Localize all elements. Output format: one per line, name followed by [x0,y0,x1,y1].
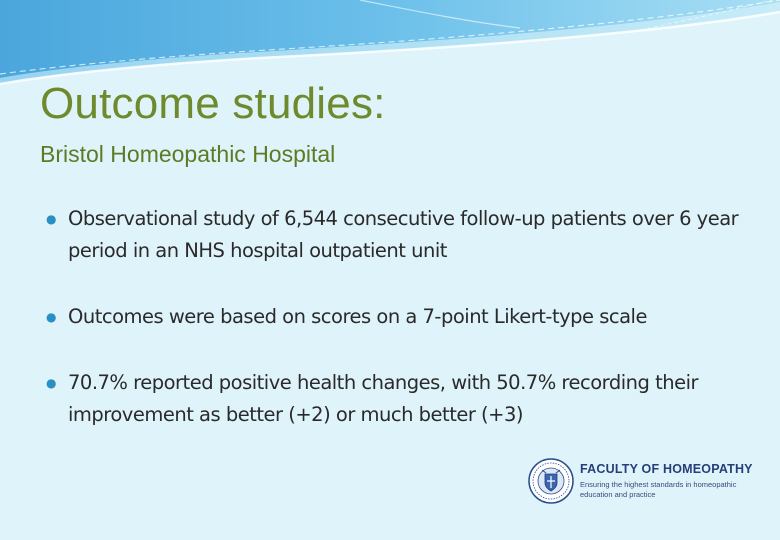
bullet-text: Observational study of 6,544 consecutive follow-up patients over 6 year period in an NHS hospital outpatient unit [68,207,739,262]
bullet-list [44,203,744,465]
bullet-text: Outcomes were based on scores on a 7-point Likert-type scale [68,305,647,328]
faculty-seal-icon [528,458,574,504]
bullet-dot-icon: ● [46,310,56,324]
bullet-item [44,203,744,267]
bullet-dot-icon: ● [46,376,56,390]
slide-title: Outcome studies: [40,79,386,128]
bullet-dot-icon: ● [46,212,56,226]
logo-name: FACULTY OF HOMEOPATHY [580,462,753,476]
bullet-text: 70.7% reported positive health changes, with 50.7% recording their improvement as better (+2) or much better (+3) [68,371,698,426]
slide-subtitle: Bristol Homeopathic Hospital [40,141,336,167]
bullet-item [44,301,744,333]
logo-tagline: Ensuring the highest standards in homeopathic education and practice [580,480,737,499]
bullet-item [44,367,744,431]
faculty-logo [528,456,753,508]
